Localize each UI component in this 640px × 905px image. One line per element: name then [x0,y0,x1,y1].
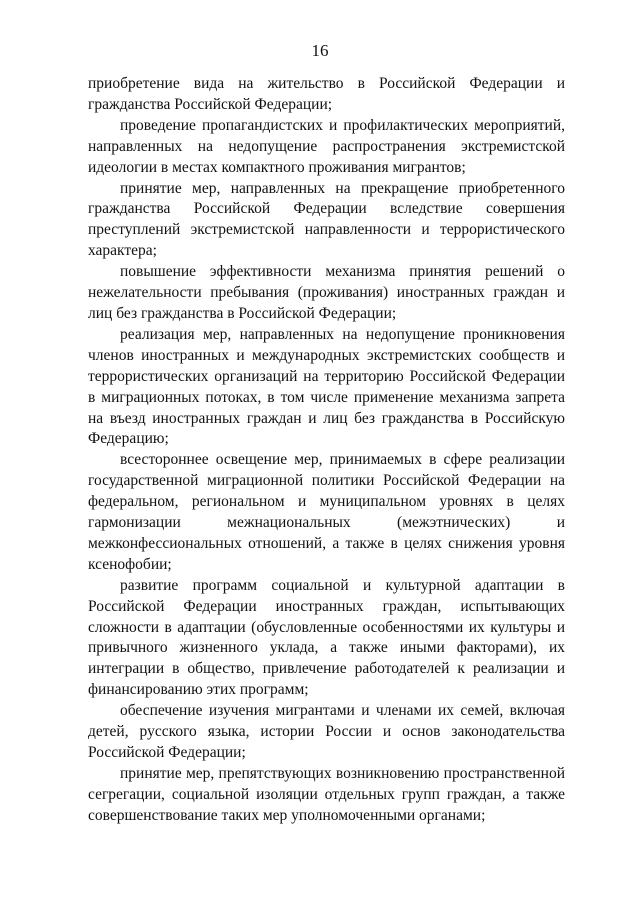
paragraph: проведение пропагандистских и профилактических мероприятий, направленных на недопущение распространения экстремистской идеологии в местах компактного проживания мигрантов; [88,116,565,176]
paragraph: повышение эффективности механизма принятия решений о нежелательности пребывания (проживания) иностранных граждан и лиц без гражданства в Российской Федерации; [88,263,565,322]
paragraph: обеспечение изучения мигрантами и членами их семей, включая детей, русского языка, истории России и основ законодательства Российской Федерации; [88,702,565,761]
paragraph: принятие мер, направленных на прекращение приобретенного гражданства Российской Федерации вследствие совершения преступлений экстремистской направленности и террористического характера; [88,179,565,260]
paragraph: реализация мер, направленных на недопущение проникновения членов иностранных и международных экстремистских сообществ и террористических организаций на территорию Российской Федерации в миграционных потоках, в том числе применение механизма запрета на въезд иностранных граждан и лиц без гражданства в Российскую Федерацию; [88,325,565,448]
paragraph: всестороннее освещение мер, принимаемых в сфере реализации государственной миграционной политики Российской Федерации на федеральном, региональном и муниципальном уровнях в целях гармонизации межнациональных (межэтнических) и межконфессиональных отношений, а также в целях снижения уровня ксенофобии; [88,451,565,573]
paragraph: приобретение вида на жительство в Российской Федерации и гражданства Российской Федерации; [88,75,565,113]
paragraph: развитие программ социальной и культурной адаптации в Российской Федерации иностранных граждан, испытывающих сложности в адаптации (обусловленные особенностями их культуры и привычного жизненного уклада, а также иными факторами), их интеграции в общество, привлечение работодателей к реализации и финансированию этих программ; [88,576,565,699]
page-number: 16 [311,41,329,60]
paragraph: принятие мер, препятствующих возникновению пространственной сегрегации, социальной изоляции отдельных групп граждан, а также совершенствование таких мер уполномоченными органами; [88,764,565,824]
document-body [88,74,565,827]
